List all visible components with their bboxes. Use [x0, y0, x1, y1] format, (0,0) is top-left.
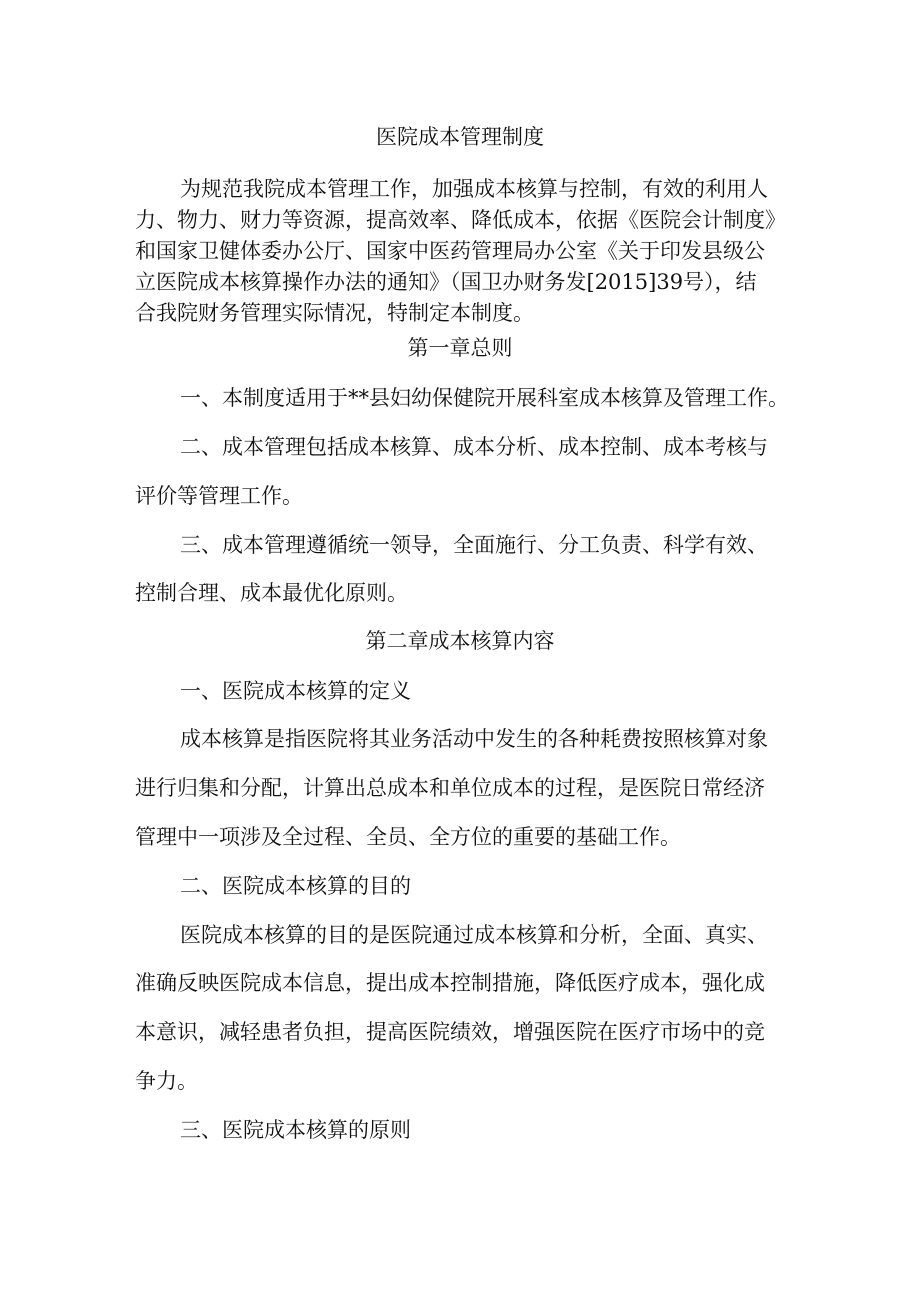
document-title: 医院成本管理制度: [376, 125, 544, 149]
chapter1-heading: 第一章总则: [407, 336, 513, 360]
chapter2-section2-line-4: 争力。: [135, 1069, 198, 1093]
chapter1-item2-line-1: 二、成本管理包括成本核算、成本分析、成本控制、成本考核与: [180, 435, 768, 459]
chapter2-section2-line-1: 医院成本核算的目的是医院通过成本核算和分析，全面、真实、: [180, 923, 768, 947]
chapter2-section3-title: 三、医院成本核算的原则: [180, 1118, 411, 1142]
intro-line-3: 和国家卫健体委办公厅、国家中医药管理局办公室《关于印发县级公: [135, 239, 765, 263]
chapter1-item2-line-2: 评价等管理工作。: [135, 484, 303, 508]
chapter2-section2-line-2: 准确反映医院成本信息，提出成本控制措施，降低医疗成本，强化成: [135, 971, 765, 995]
chapter2-section1-line-1: 成本核算是指医院将其业务活动中发生的各种耗费按照核算对象: [180, 727, 768, 751]
intro-line-5: 合我院财务管理实际情况，特制定本制度。: [135, 301, 534, 325]
chapter1-item3-line-2: 控制合理、成本最优化原则。: [135, 581, 408, 605]
intro-line-4: 立医院成本核算操作办法的通知》（国卫办财务发[2015]39号），结: [135, 270, 757, 294]
chapter2-section2-title: 二、医院成本核算的目的: [180, 874, 411, 898]
chapter2-section1-line-3: 管理中一项涉及全过程、全员、全方位的重要的基础工作。: [135, 825, 681, 849]
chapter1-item1-line-1: 一、本制度适用于**县妇幼保健院开展科室成本核算及管理工作。: [180, 386, 789, 410]
intro-line-1: 为规范我院成本管理工作，加强成本核算与控制，有效的利用人: [180, 177, 768, 201]
chapter2-section2-line-3: 本意识，减轻患者负担，提高医院绩效，增强医院在医疗市场中的竞: [135, 1020, 765, 1044]
intro-line-2: 力、物力、财力等资源，提高效率、降低成本，依据《医院会计制度》: [135, 208, 786, 232]
chapter2-section1-title: 一、医院成本核算的定义: [180, 679, 411, 703]
chapter2-heading: 第二章成本核算内容: [365, 629, 555, 653]
chapter1-item3-line-1: 三、成本管理遵循统一领导，全面施行、分工负责、科学有效、: [180, 533, 768, 557]
chapter2-section1-line-2: 进行归集和分配，计算出总成本和单位成本的过程，是医院日常经济: [135, 776, 765, 800]
